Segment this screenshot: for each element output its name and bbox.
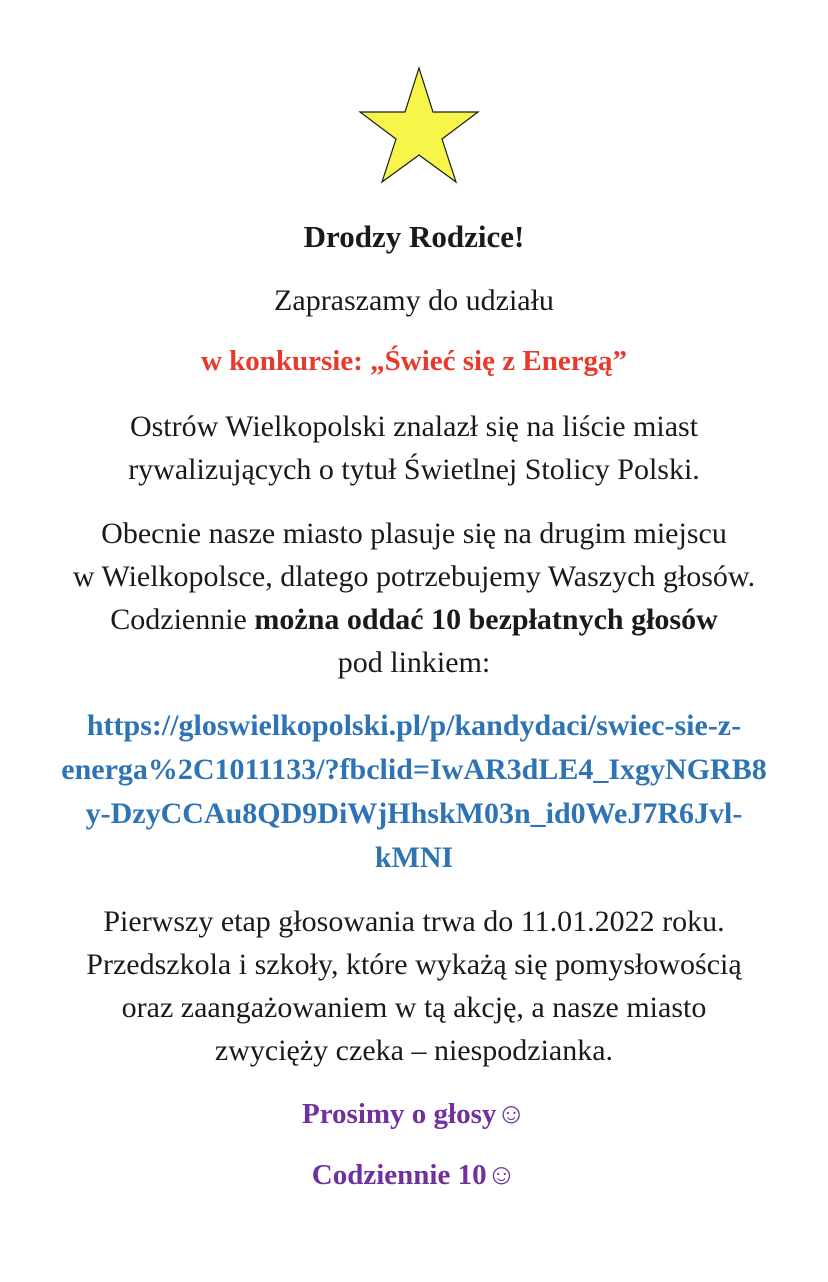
star-icon [358,66,480,184]
paragraph-text: Codziennie [110,603,255,636]
paragraph-line [0,598,828,641]
paragraph-line: Ostrów Wielkopolski znalazł się na liście miast [129,410,699,443]
link-line[interactable]: energa%2C1011133/?fbclid=IwAR3dLE4_IxgyNGRB8 [61,753,767,786]
link-line[interactable]: https://gloswielkopolski.pl/p/kandydaci/swiec-sie-z- [86,709,742,742]
paragraph-line: pod linkiem: [337,646,491,679]
closing-please-vote: Prosimy o głosy☺ [301,1098,526,1130]
paragraph-line: Przedszkola i szkoły, które wykażą się pomysłowością [86,948,742,981]
emphasis-text: można oddać 10 bezpłatnych głosów [254,603,718,636]
intro-text: Zapraszamy do udziału [274,284,554,317]
heading: Drodzy Rodzice! [303,219,525,254]
paragraph-line: oraz zaangażowaniem w tą akcję, a nasze miasto [121,991,707,1024]
paragraph-deadline [0,900,828,1072]
paragraph-line: Obecnie nasze miasto plasuje się na drugim miejscu [101,517,727,550]
paragraph-line: Pierwszy etap głosowania trwa do 11.01.2022 roku. [103,905,725,938]
paragraph-voting-info [0,512,828,684]
paragraph-line: w Wielkopolsce, dlatego potrzebujemy Waszych głosów. [72,560,756,593]
closing-daily-ten: Codziennie 10☺ [311,1159,517,1191]
paragraph-city-ranking [0,405,828,491]
paragraph-line: rywalizujących o tytuł Świetlnej Stolicy Polski. [128,453,700,486]
voting-link[interactable] [0,704,828,880]
link-line[interactable]: y-DzyCCAu8QD9DiWjHhskM03n_id0WeJ7R6Jvl- [85,797,743,830]
paragraph-line: zwycięży czeka – niespodzianka. [214,1034,614,1067]
contest-name: w konkursie: „Świeć się z Energą” [200,345,628,377]
link-line[interactable]: kMNI [374,841,454,874]
